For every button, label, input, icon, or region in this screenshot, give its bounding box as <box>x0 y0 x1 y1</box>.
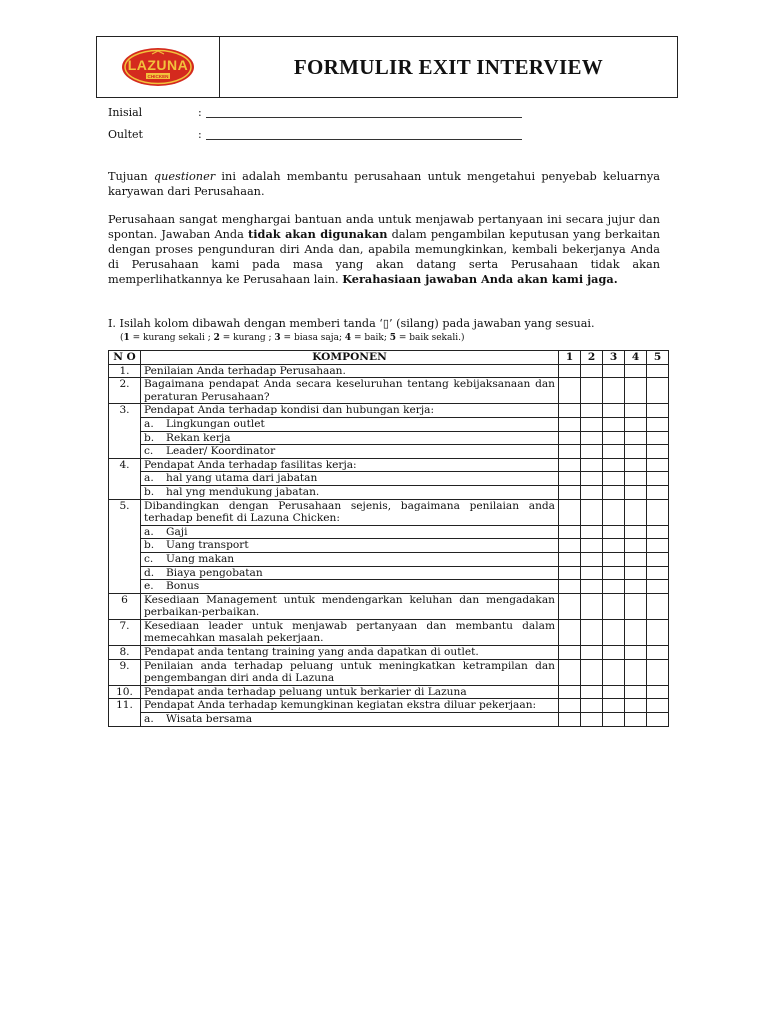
subitem-letter: a. <box>144 525 154 538</box>
score-box-4[interactable] <box>625 659 647 685</box>
outlet-label: Oultet <box>108 128 143 141</box>
row-question: Pendapat Anda terhadap fasilitas kerja: <box>141 458 559 472</box>
score-box-4[interactable] <box>625 566 647 580</box>
row-subitem <box>141 445 559 459</box>
table-row <box>109 659 669 685</box>
score-box-2[interactable] <box>581 364 603 378</box>
score-box-1[interactable] <box>559 364 581 378</box>
row-number: 8. <box>109 646 141 660</box>
table-subrow <box>109 445 669 459</box>
row-subitem <box>141 431 559 445</box>
score-box-1[interactable] <box>559 445 581 459</box>
score-box-2[interactable] <box>581 593 603 619</box>
score-box-4[interactable] <box>625 378 647 404</box>
row-subitem <box>141 566 559 580</box>
score-box-2[interactable] <box>581 552 603 566</box>
score-box-1[interactable] <box>559 458 581 472</box>
subitem-letter: d. <box>144 566 155 579</box>
scale-legend: (1 = kurang sekali ; 2 = kurang ; 3 = biasa saja; 4 = baik; 5 = baik sekali.) <box>120 333 465 343</box>
row-question: Pendapat anda terhadap peluang untuk berkarier di Lazuna <box>141 685 559 699</box>
subitem-text: Bonus <box>166 580 200 593</box>
subitem-text: Biaya pengobatan <box>166 566 263 579</box>
row-question: Pendapat anda tentang training yang anda dapatkan di outlet. <box>141 646 559 660</box>
inisial-label: Inisial <box>108 106 143 119</box>
score-box-3[interactable] <box>603 499 625 525</box>
score-box-4[interactable] <box>625 458 647 472</box>
score-box-1[interactable] <box>559 713 581 727</box>
row-subitem <box>141 713 559 727</box>
score-box-2[interactable] <box>581 499 603 525</box>
score-box-5[interactable] <box>647 539 669 553</box>
table-subrow <box>109 431 669 445</box>
table-subrow <box>109 713 669 727</box>
row-question: Kesediaan leader untuk menjawab pertanyaan dan membantu dalam memecahkan masalah pekerjaan. <box>141 619 559 645</box>
score-box-5[interactable] <box>647 619 669 645</box>
table-subrow <box>109 566 669 580</box>
score-box-4[interactable] <box>625 364 647 378</box>
score-box-3[interactable] <box>603 404 625 418</box>
table-subrow <box>109 472 669 486</box>
table-row <box>109 404 669 418</box>
score-box-4[interactable] <box>625 552 647 566</box>
score-box-3[interactable] <box>603 699 625 713</box>
table-row <box>109 593 669 619</box>
score-box-3[interactable] <box>603 552 625 566</box>
score-box-3[interactable] <box>603 417 625 431</box>
subitem-letter: b. <box>144 539 155 552</box>
row-question: Penilaian Anda terhadap Perusahaan. <box>141 364 559 378</box>
score-box-1[interactable] <box>559 378 581 404</box>
score-box-2[interactable] <box>581 404 603 418</box>
header-score-2: 2 <box>581 351 603 365</box>
instruction: I. Isilah kolom dibawah dengan memberi tanda ‘▯’ (silang) pada jawaban yang sesuai. <box>108 317 595 330</box>
score-box-5[interactable] <box>647 364 669 378</box>
score-box-1[interactable] <box>559 539 581 553</box>
row-number: 3. <box>109 404 141 458</box>
score-box-3[interactable] <box>603 685 625 699</box>
table-subrow <box>109 525 669 539</box>
score-box-2[interactable] <box>581 659 603 685</box>
score-box-3[interactable] <box>603 580 625 594</box>
score-box-5[interactable] <box>647 699 669 713</box>
table-row <box>109 378 669 404</box>
score-box-5[interactable] <box>647 593 669 619</box>
score-box-1[interactable] <box>559 593 581 619</box>
row-number: 9. <box>109 659 141 685</box>
score-box-5[interactable] <box>647 646 669 660</box>
table-header-row <box>109 351 669 365</box>
score-box-5[interactable] <box>647 525 669 539</box>
header-komponen: KOMPONEN <box>141 351 559 365</box>
score-box-2[interactable] <box>581 458 603 472</box>
score-box-2[interactable] <box>581 646 603 660</box>
table-subrow <box>109 539 669 553</box>
row-subitem <box>141 580 559 594</box>
form-title: FORMULIR EXIT INTERVIEW <box>293 54 604 79</box>
subitem-letter: c. <box>144 552 154 565</box>
inisial-line[interactable] <box>206 106 522 118</box>
score-box-4[interactable] <box>625 472 647 486</box>
row-number: 1. <box>109 364 141 378</box>
subitem-letter: b. <box>144 431 155 444</box>
table-row <box>109 699 669 713</box>
score-box-3[interactable] <box>603 472 625 486</box>
score-box-3[interactable] <box>603 485 625 499</box>
score-box-1[interactable] <box>559 659 581 685</box>
row-number: 2. <box>109 378 141 404</box>
inisial-field[interactable]: Inisial : <box>108 106 522 119</box>
score-box-5[interactable] <box>647 713 669 727</box>
table-subrow <box>109 485 669 499</box>
table-subrow <box>109 417 669 431</box>
score-box-2[interactable] <box>581 699 603 713</box>
row-question: Kesediaan Management untuk mendengarkan keluhan dan mengadakan perbaikan-perbaikan. <box>141 593 559 619</box>
row-number: 5. <box>109 499 141 593</box>
row-subitem <box>141 485 559 499</box>
score-box-3[interactable] <box>603 646 625 660</box>
subitem-letter: a. <box>144 417 154 430</box>
subitem-text: Uang transport <box>166 539 249 552</box>
score-box-3[interactable] <box>603 458 625 472</box>
score-box-2[interactable] <box>581 713 603 727</box>
score-box-3[interactable] <box>603 431 625 445</box>
score-box-5[interactable] <box>647 472 669 486</box>
score-box-3[interactable] <box>603 713 625 727</box>
score-box-3[interactable] <box>603 525 625 539</box>
row-number: 10. <box>109 685 141 699</box>
subitem-text: hal yang utama dari jabatan <box>166 472 318 485</box>
score-box-2[interactable] <box>581 485 603 499</box>
row-subitem <box>141 525 559 539</box>
table-row <box>109 619 669 645</box>
score-box-1[interactable] <box>559 431 581 445</box>
score-box-2[interactable] <box>581 417 603 431</box>
score-box-2[interactable] <box>581 619 603 645</box>
header-score-3: 3 <box>603 351 625 365</box>
score-box-4[interactable] <box>625 685 647 699</box>
score-box-4[interactable] <box>625 445 647 459</box>
score-box-3[interactable] <box>603 378 625 404</box>
score-box-5[interactable] <box>647 566 669 580</box>
row-number: 6 <box>109 593 141 619</box>
score-box-2[interactable] <box>581 472 603 486</box>
svg-text:CHICKEN: CHICKEN <box>147 74 169 79</box>
header-no: N O <box>109 351 141 365</box>
score-box-1[interactable] <box>559 404 581 418</box>
lazuna-logo <box>120 46 196 88</box>
score-box-1[interactable] <box>559 685 581 699</box>
score-box-3[interactable] <box>603 539 625 553</box>
row-number: 11. <box>109 699 141 726</box>
score-box-3[interactable] <box>603 566 625 580</box>
score-box-5[interactable] <box>647 580 669 594</box>
score-box-1[interactable] <box>559 499 581 525</box>
score-box-4[interactable] <box>625 525 647 539</box>
score-box-5[interactable] <box>647 659 669 685</box>
row-question: Dibandingkan dengan Perusahaan sejenis, bagaimana penilaian anda terhadap benefit di Lazuna Chicken: <box>141 499 559 525</box>
row-question: Penilaian anda terhadap peluang untuk meningkatkan ketrampilan dan pengembangan diri anda di Lazuna <box>141 659 559 685</box>
subitem-letter: c. <box>144 445 154 458</box>
score-box-3[interactable] <box>603 445 625 459</box>
score-box-4[interactable] <box>625 593 647 619</box>
score-box-4[interactable] <box>625 619 647 645</box>
form-header <box>96 36 678 98</box>
score-box-2[interactable] <box>581 525 603 539</box>
score-box-5[interactable] <box>647 552 669 566</box>
score-box-1[interactable] <box>559 485 581 499</box>
table-row <box>109 364 669 378</box>
logo-cell <box>97 37 220 97</box>
subitem-text: Leader/ Koordinator <box>166 445 276 458</box>
score-box-3[interactable] <box>603 364 625 378</box>
score-box-4[interactable] <box>625 499 647 525</box>
score-box-4[interactable] <box>625 404 647 418</box>
score-box-1[interactable] <box>559 646 581 660</box>
score-box-5[interactable] <box>647 404 669 418</box>
subitem-text: hal yng mendukung jabatan. <box>166 485 320 498</box>
table-row <box>109 458 669 472</box>
score-box-3[interactable] <box>603 593 625 619</box>
score-box-1[interactable] <box>559 619 581 645</box>
score-box-5[interactable] <box>647 458 669 472</box>
score-box-5[interactable] <box>647 431 669 445</box>
row-subitem <box>141 552 559 566</box>
score-box-4[interactable] <box>625 580 647 594</box>
subitem-text: Uang makan <box>166 552 235 565</box>
row-question: Pendapat Anda terhadap kemungkinan kegiatan ekstra diluar pekerjaan: <box>141 699 559 713</box>
score-box-2[interactable] <box>581 378 603 404</box>
score-box-2[interactable] <box>581 445 603 459</box>
score-box-4[interactable] <box>625 485 647 499</box>
score-box-4[interactable] <box>625 539 647 553</box>
score-box-2[interactable] <box>581 431 603 445</box>
row-number: 7. <box>109 619 141 645</box>
score-box-4[interactable] <box>625 713 647 727</box>
score-box-1[interactable] <box>559 699 581 713</box>
score-box-1[interactable] <box>559 472 581 486</box>
intro-paragraph-2: Perusahaan sangat menghargai bantuan anda untuk menjawab pertanyaan ini secara jujur dan spontan. Jawaban Anda tidak akan digunakan dalam pengambilan keputusan yang berkaitan dengan proses pengunduran diri Anda dan, apabila memungkinkan, kembali bekerjanya Anda di Perusahaan kami pada masa yang akan datang serta Perusahaan tidak akan memperlihatkannya ke Perusahaan lain. Kerahasiaan jawaban Anda akan kami jaga. <box>108 213 660 286</box>
subitem-letter: e. <box>144 580 154 593</box>
title-cell <box>220 37 677 97</box>
row-subitem <box>141 539 559 553</box>
row-question: Bagaimana pendapat Anda secara keseluruhan tentang kebijaksanaan dan peraturan Perusahaan? <box>141 378 559 404</box>
score-box-2[interactable] <box>581 580 603 594</box>
table-row <box>109 685 669 699</box>
row-subitem <box>141 417 559 431</box>
row-subitem <box>141 472 559 486</box>
subitem-text: Gaji <box>166 525 188 538</box>
score-box-4[interactable] <box>625 699 647 713</box>
score-box-3[interactable] <box>603 659 625 685</box>
score-box-4[interactable] <box>625 431 647 445</box>
score-box-1[interactable] <box>559 552 581 566</box>
table-row <box>109 499 669 525</box>
score-box-4[interactable] <box>625 417 647 431</box>
score-box-2[interactable] <box>581 539 603 553</box>
svg-text:LAZUNA: LAZUNA <box>127 57 189 73</box>
subitem-text: Rekan kerja <box>166 431 231 444</box>
header-score-5: 5 <box>647 351 669 365</box>
subitem-letter: a. <box>144 472 154 485</box>
score-box-5[interactable] <box>647 378 669 404</box>
score-box-5[interactable] <box>647 417 669 431</box>
row-question: Pendapat Anda terhadap kondisi dan hubungan kerja: <box>141 404 559 418</box>
table-row <box>109 646 669 660</box>
header-score-4: 4 <box>625 351 647 365</box>
score-box-1[interactable] <box>559 580 581 594</box>
score-box-2[interactable] <box>581 685 603 699</box>
subitem-text: Lingkungan outlet <box>166 417 265 430</box>
score-box-5[interactable] <box>647 485 669 499</box>
subitem-letter: a. <box>144 713 154 726</box>
subitem-text: Wisata bersama <box>166 713 253 726</box>
score-box-1[interactable] <box>559 525 581 539</box>
table-subrow <box>109 552 669 566</box>
outlet-line[interactable] <box>206 128 522 140</box>
table-subrow <box>109 580 669 594</box>
row-number: 4. <box>109 458 141 499</box>
score-box-4[interactable] <box>625 646 647 660</box>
score-box-1[interactable] <box>559 417 581 431</box>
header-score-1: 1 <box>559 351 581 365</box>
score-box-5[interactable] <box>647 685 669 699</box>
score-box-1[interactable] <box>559 566 581 580</box>
subitem-letter: b. <box>144 485 155 498</box>
outlet-field[interactable]: Oultet : <box>108 128 522 141</box>
intro-paragraph-1: Tujuan questioner ini adalah membantu perusahaan untuk mengetahui penyebab keluarnya karyawan dari Perusahaan. <box>108 170 660 198</box>
questionnaire-table <box>108 350 669 727</box>
score-box-2[interactable] <box>581 566 603 580</box>
score-box-5[interactable] <box>647 499 669 525</box>
score-box-5[interactable] <box>647 445 669 459</box>
score-box-3[interactable] <box>603 619 625 645</box>
